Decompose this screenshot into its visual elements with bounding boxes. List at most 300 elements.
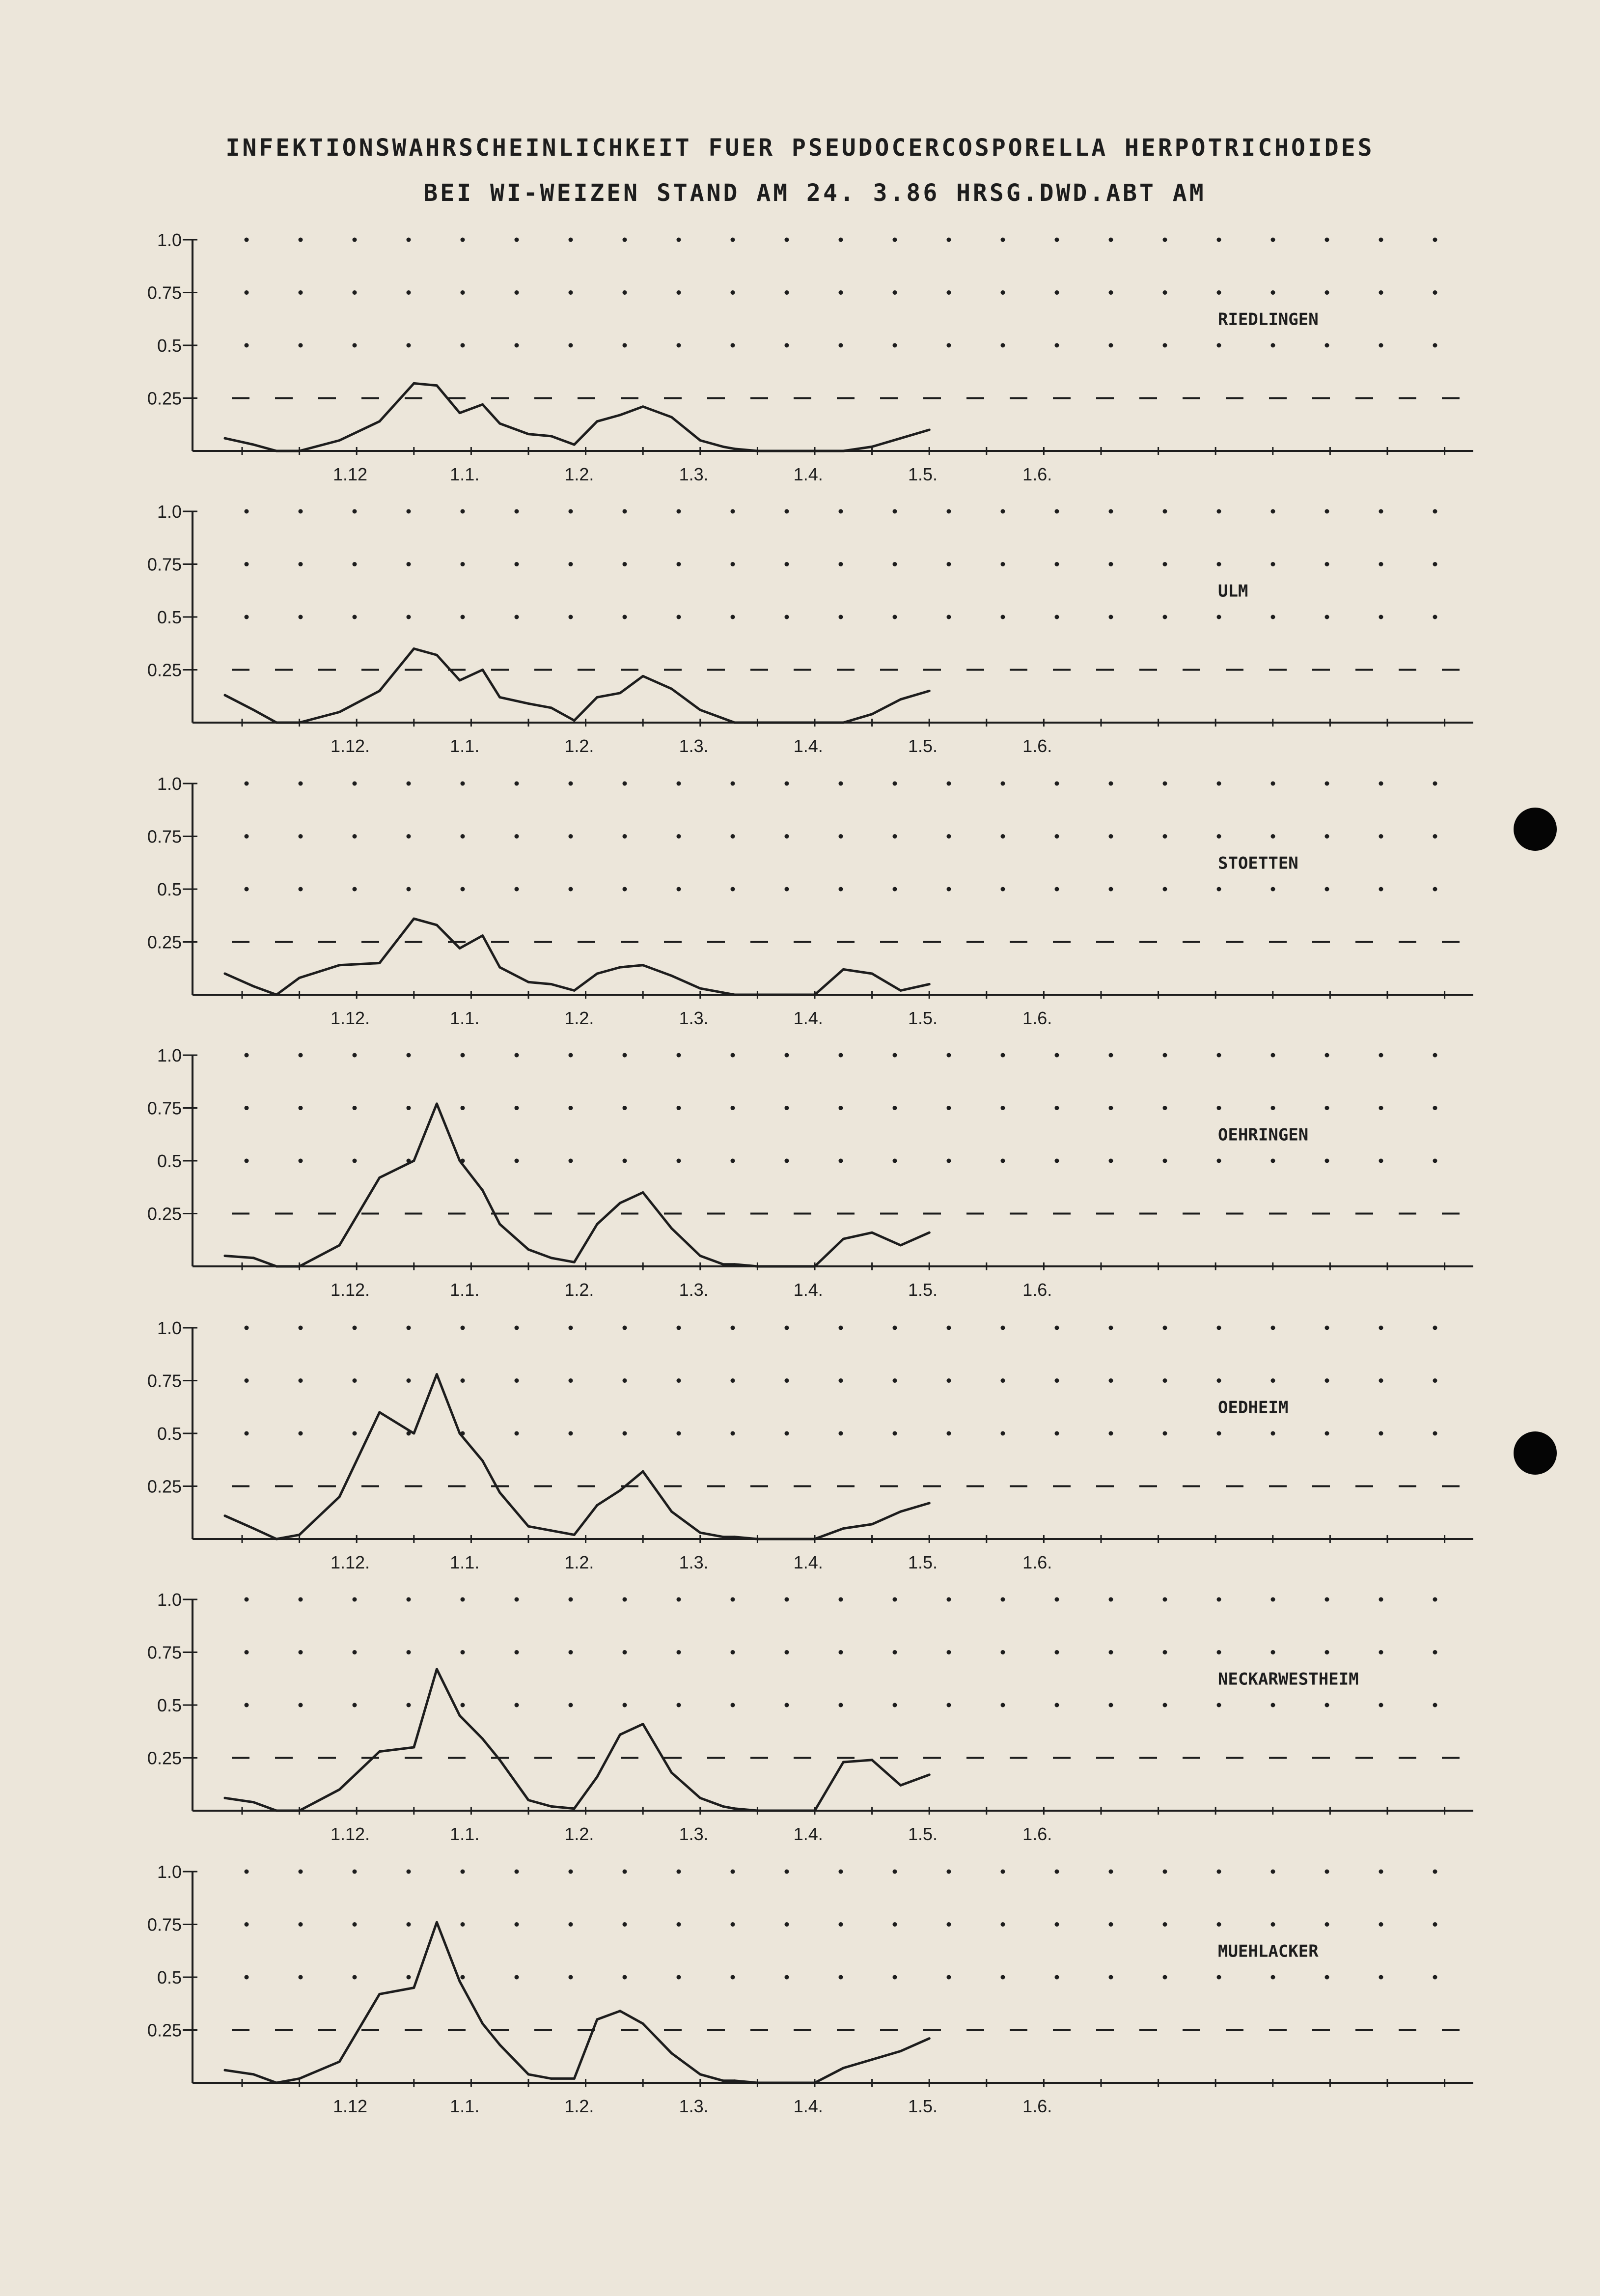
data-point xyxy=(899,1784,902,1787)
grid-dot xyxy=(677,1922,681,1927)
data-point xyxy=(338,1244,341,1247)
grid-dot xyxy=(515,615,519,619)
x-tick-label: 1.5. xyxy=(908,736,938,756)
data-point xyxy=(814,1538,816,1540)
data-point xyxy=(722,1263,724,1265)
data-point xyxy=(527,1248,530,1251)
y-tick-label: 0.25 xyxy=(147,932,182,952)
data-point xyxy=(481,2022,484,2025)
grid-dot xyxy=(1001,1922,1005,1927)
data-point xyxy=(871,973,873,975)
grid-dot xyxy=(893,238,897,242)
station-label: STOETTEN xyxy=(1218,853,1298,873)
grid-dot xyxy=(353,1431,357,1436)
grid-dot xyxy=(407,238,411,242)
grid-dot xyxy=(677,343,681,348)
grid-dot xyxy=(299,1053,303,1058)
data-point xyxy=(699,1255,701,1257)
x-tick-label: 1.2. xyxy=(564,1824,594,1844)
grid-dot xyxy=(623,1326,627,1330)
data-point xyxy=(842,2067,845,2069)
grid-dot xyxy=(1379,1597,1383,1602)
station-label: ULM xyxy=(1218,581,1248,601)
chart-panel-muehlacker xyxy=(147,1862,1473,2116)
data-point xyxy=(733,1807,736,1810)
data-point xyxy=(733,2079,736,2082)
data-point xyxy=(338,964,341,966)
data-point xyxy=(619,414,621,416)
grid-dot xyxy=(731,615,735,619)
data-point xyxy=(413,1987,415,1989)
grid-dot xyxy=(623,1053,627,1058)
grid-dot xyxy=(839,1378,843,1383)
grid-dot xyxy=(1163,1922,1167,1927)
data-point xyxy=(275,994,277,996)
grid-dot xyxy=(839,290,843,295)
grid-dot xyxy=(1109,1650,1113,1654)
data-point xyxy=(733,1536,736,1538)
data-point xyxy=(573,989,576,992)
series-line-oehringen xyxy=(225,1104,929,1266)
grid-dot xyxy=(1325,782,1329,786)
data-point xyxy=(436,1102,438,1105)
data-point xyxy=(550,1529,552,1532)
grid-dot xyxy=(353,1053,357,1058)
data-point xyxy=(573,719,576,722)
grid-dot xyxy=(893,1975,897,1980)
data-point xyxy=(550,435,552,437)
data-point xyxy=(298,1265,301,1268)
grid-dot xyxy=(353,834,357,839)
grid-dot xyxy=(245,1431,249,1436)
grid-dot xyxy=(1325,1106,1329,1110)
grid-dot xyxy=(353,562,357,566)
grid-dot xyxy=(299,1870,303,1874)
grid-dot xyxy=(785,782,789,786)
grid-dot xyxy=(515,562,519,566)
grid-dot xyxy=(515,1870,519,1874)
grid-dot xyxy=(407,1326,411,1330)
grid-dot xyxy=(785,1431,789,1436)
grid-dot xyxy=(353,887,357,892)
grid-dot xyxy=(353,1159,357,1163)
grid-dot xyxy=(677,1703,681,1708)
station-label: OEHRINGEN xyxy=(1218,1125,1309,1145)
grid-dot xyxy=(1055,1650,1059,1654)
grid-dot xyxy=(299,1922,303,1927)
data-point xyxy=(527,981,530,983)
grid-dot xyxy=(569,1053,573,1058)
grid-dot xyxy=(893,1159,897,1163)
x-tick-label: 1.12 xyxy=(332,2096,368,2116)
data-point xyxy=(252,985,255,987)
data-point xyxy=(722,2079,724,2082)
grid-dot xyxy=(839,1650,843,1654)
grid-dot xyxy=(461,1053,465,1058)
series-line-riedlingen xyxy=(225,383,929,451)
x-tick-label: 1.6. xyxy=(1022,1280,1052,1300)
grid-dot xyxy=(839,1975,843,1980)
data-point xyxy=(224,694,226,697)
grid-dot xyxy=(1433,1650,1437,1654)
data-point xyxy=(722,991,724,994)
grid-dot xyxy=(1433,1159,1437,1163)
grid-dot xyxy=(1163,1106,1167,1110)
grid-dot xyxy=(1109,1106,1113,1110)
y-tick-label: 0.25 xyxy=(147,660,182,680)
grid-dot xyxy=(1217,1378,1221,1383)
grid-dot xyxy=(245,782,249,786)
y-tick-label: 0.75 xyxy=(147,282,182,303)
data-point xyxy=(527,1525,530,1528)
y-tick-label: 0.5 xyxy=(157,879,182,899)
grid-dot xyxy=(785,1922,789,1927)
grid-dot xyxy=(1001,1431,1005,1436)
grid-dot xyxy=(1433,509,1437,514)
grid-dot xyxy=(407,1053,411,1058)
grid-dot xyxy=(731,1975,735,1980)
data-point xyxy=(733,722,736,724)
grid-dot xyxy=(515,1159,519,1163)
grid-dot xyxy=(947,1053,951,1058)
grid-dot xyxy=(299,1650,303,1654)
y-tick-label: 0.75 xyxy=(147,1098,182,1119)
grid-dot xyxy=(353,290,357,295)
data-point xyxy=(550,1257,552,1259)
grid-dot xyxy=(461,615,465,619)
grid-dot xyxy=(353,509,357,514)
data-point xyxy=(733,994,736,996)
grid-dot xyxy=(1325,562,1329,566)
data-point xyxy=(899,437,902,440)
grid-dot xyxy=(1163,1975,1167,1980)
grid-dot xyxy=(461,1975,465,1980)
x-tick-label: 1.1. xyxy=(450,736,480,756)
grid-dot xyxy=(407,509,411,514)
grid-dot xyxy=(299,1431,303,1436)
data-point xyxy=(436,1373,438,1375)
data-point xyxy=(756,2082,759,2084)
grid-dot xyxy=(1055,1378,1059,1383)
grid-dot xyxy=(407,1870,411,1874)
grid-dot xyxy=(407,782,411,786)
grid-dot xyxy=(1217,290,1221,295)
grid-dot xyxy=(299,290,303,295)
grid-dot xyxy=(1325,1326,1329,1330)
data-point xyxy=(871,2058,873,2061)
y-tick-label: 0.25 xyxy=(147,2020,182,2041)
grid-dot xyxy=(947,1106,951,1110)
grid-dot xyxy=(947,290,951,295)
grid-dot xyxy=(785,1650,789,1654)
data-point xyxy=(378,420,381,422)
grid-dot xyxy=(1325,290,1329,295)
grid-dot xyxy=(461,1378,465,1383)
grid-dot xyxy=(1433,1431,1437,1436)
grid-dot xyxy=(947,509,951,514)
y-tick-label: 0.5 xyxy=(157,1151,182,1171)
x-tick-label: 1.3. xyxy=(679,464,709,484)
data-point xyxy=(550,983,552,985)
grid-dot xyxy=(731,887,735,892)
grid-dot xyxy=(1217,1159,1221,1163)
series-line-stoetten xyxy=(225,919,929,995)
data-point xyxy=(596,696,598,699)
data-point xyxy=(378,1411,381,1414)
grid-dot xyxy=(893,509,897,514)
grid-dot xyxy=(1001,1703,1005,1708)
y-tick-label: 0.5 xyxy=(157,607,182,627)
grid-dot xyxy=(623,782,627,786)
grid-dot xyxy=(353,1326,357,1330)
grid-dot xyxy=(1379,1053,1383,1058)
data-point xyxy=(785,450,787,452)
grid-dot xyxy=(1271,1703,1275,1708)
data-point xyxy=(527,2073,530,2075)
data-point xyxy=(573,2077,576,2080)
data-point xyxy=(699,1797,701,1799)
x-tick-label: 1.5. xyxy=(908,1008,938,1028)
grid-dot xyxy=(1109,343,1113,348)
grid-dot xyxy=(1379,290,1383,295)
y-tick-label: 1.0 xyxy=(157,1318,182,1338)
chart-panel-stoetten xyxy=(147,774,1473,1028)
grid-dot xyxy=(353,1597,357,1602)
x-tick-label: 1.3. xyxy=(679,736,709,756)
grid-dot xyxy=(1109,562,1113,566)
y-tick-label: 0.75 xyxy=(147,1371,182,1391)
data-point xyxy=(642,675,644,677)
data-point xyxy=(252,709,255,711)
grid-dot xyxy=(785,887,789,892)
grid-dot xyxy=(569,1922,573,1927)
grid-dot xyxy=(1001,615,1005,619)
grid-dot xyxy=(623,290,627,295)
grid-dot xyxy=(299,834,303,839)
grid-dot xyxy=(407,615,411,619)
grid-dot xyxy=(245,238,249,242)
data-point xyxy=(733,448,736,450)
data-point xyxy=(481,669,484,671)
chart-panel-neckarwestheim xyxy=(147,1590,1473,1844)
grid-dot xyxy=(1109,615,1113,619)
grid-dot xyxy=(839,562,843,566)
grid-dot xyxy=(839,1159,843,1163)
grid-dot xyxy=(947,1922,951,1927)
grid-dot xyxy=(623,343,627,348)
data-point xyxy=(413,382,415,385)
grid-dot xyxy=(299,1703,303,1708)
grid-dot xyxy=(1163,782,1167,786)
grid-dot xyxy=(1217,238,1221,242)
series-line-muehlacker xyxy=(225,1922,929,2083)
grid-dot xyxy=(1433,615,1437,619)
grid-dot xyxy=(569,1378,573,1383)
grid-dot xyxy=(1217,343,1221,348)
y-tick-label: 0.5 xyxy=(157,1424,182,1444)
grid-dot xyxy=(839,1431,843,1436)
grid-dot xyxy=(1325,343,1329,348)
grid-dot xyxy=(1217,1650,1221,1654)
grid-dot xyxy=(1001,343,1005,348)
grid-dot xyxy=(893,1053,897,1058)
grid-dot xyxy=(731,782,735,786)
data-point xyxy=(252,1801,255,1803)
data-point xyxy=(298,1534,301,1536)
x-tick-label: 1.12. xyxy=(330,1552,370,1572)
grid-dot xyxy=(623,1975,627,1980)
grid-dot xyxy=(299,1975,303,1980)
grid-dot xyxy=(245,290,249,295)
data-point xyxy=(670,2052,673,2054)
x-tick-label: 1.3. xyxy=(679,1280,709,1300)
data-point xyxy=(527,433,530,435)
grid-dot xyxy=(1217,1922,1221,1927)
grid-dot xyxy=(893,1703,897,1708)
x-tick-label: 1.4. xyxy=(793,1824,823,1844)
grid-dot xyxy=(947,1870,951,1874)
grid-dot xyxy=(839,1922,843,1927)
y-tick-label: 0.5 xyxy=(157,336,182,356)
grid-dot xyxy=(1163,509,1167,514)
grid-dot xyxy=(1217,1326,1221,1330)
grid-dot xyxy=(1379,509,1383,514)
grid-dot xyxy=(515,887,519,892)
data-point xyxy=(413,1432,415,1435)
grid-dot xyxy=(677,290,681,295)
x-tick-label: 1.1. xyxy=(450,1552,480,1572)
grid-dot xyxy=(893,1106,897,1110)
data-point xyxy=(928,690,931,692)
grid-dot xyxy=(1379,1106,1383,1110)
grid-dot xyxy=(785,1159,789,1163)
grid-dot xyxy=(515,1650,519,1654)
grid-dot xyxy=(677,509,681,514)
grid-dot xyxy=(353,1703,357,1708)
grid-dot xyxy=(947,343,951,348)
x-tick-label: 1.2. xyxy=(564,1008,594,1028)
grid-dot xyxy=(947,1703,951,1708)
x-tick-label: 1.12. xyxy=(330,1008,370,1028)
grid-dot xyxy=(1109,782,1113,786)
grid-dot xyxy=(1325,1703,1329,1708)
grid-dot xyxy=(1055,1922,1059,1927)
data-point xyxy=(436,1921,438,1924)
grid-dot xyxy=(569,1431,573,1436)
grid-dot xyxy=(1379,887,1383,892)
grid-dot xyxy=(731,1378,735,1383)
grid-dot xyxy=(1055,290,1059,295)
grid-dot xyxy=(1163,290,1167,295)
grid-dot xyxy=(1109,1975,1113,1980)
grid-dot xyxy=(1163,1703,1167,1708)
grid-dot xyxy=(1055,782,1059,786)
grid-dot xyxy=(893,343,897,348)
grid-dot xyxy=(299,1159,303,1163)
data-point xyxy=(642,964,644,966)
y-tick-label: 1.0 xyxy=(157,230,182,250)
grid-dot xyxy=(515,1703,519,1708)
grid-dot xyxy=(731,1922,735,1927)
grid-dot xyxy=(461,290,465,295)
grid-dot xyxy=(1109,1431,1113,1436)
grid-dot xyxy=(569,509,573,514)
grid-dot xyxy=(839,887,843,892)
grid-dot xyxy=(623,1159,627,1163)
grid-dot xyxy=(515,1975,519,1980)
grid-dot xyxy=(1325,834,1329,839)
data-point xyxy=(459,1432,461,1435)
grid-dot xyxy=(1001,1975,1005,1980)
grid-dot xyxy=(839,782,843,786)
grid-dot xyxy=(623,1106,627,1110)
data-point xyxy=(619,2010,621,2012)
grid-dot xyxy=(839,1703,843,1708)
grid-dot xyxy=(839,509,843,514)
x-tick-label: 1.4. xyxy=(793,1008,823,1028)
grid-dot xyxy=(731,1703,735,1708)
data-point xyxy=(413,918,415,920)
data-point xyxy=(699,987,701,990)
grid-dot xyxy=(1325,1597,1329,1602)
grid-dot xyxy=(515,343,519,348)
grid-dot xyxy=(1217,1431,1221,1436)
grid-dot xyxy=(1379,1159,1383,1163)
data-point xyxy=(550,1805,552,1808)
data-point xyxy=(298,1810,301,1812)
grid-dot xyxy=(1379,834,1383,839)
x-tick-label: 1.6. xyxy=(1022,1552,1052,1572)
grid-dot xyxy=(893,1326,897,1330)
grid-dot xyxy=(731,1870,735,1874)
data-point xyxy=(596,2018,598,2021)
data-point xyxy=(298,977,301,979)
y-tick-label: 1.0 xyxy=(157,1045,182,1065)
data-point xyxy=(498,2044,501,2046)
grid-dot xyxy=(1055,1053,1059,1058)
x-tick-label: 1.4. xyxy=(793,1280,823,1300)
x-tick-label: 1.12. xyxy=(330,1824,370,1844)
y-tick-label: 0.75 xyxy=(147,1914,182,1935)
grid-dot xyxy=(1001,509,1005,514)
data-point xyxy=(814,1265,816,1268)
data-point xyxy=(275,722,277,724)
grid-dot xyxy=(1433,1975,1437,1980)
grid-dot xyxy=(785,343,789,348)
data-point xyxy=(413,1160,415,1162)
grid-dot xyxy=(893,1597,897,1602)
grid-dot xyxy=(1433,1870,1437,1874)
grid-dot xyxy=(1055,1159,1059,1163)
grid-dot xyxy=(1379,1975,1383,1980)
grid-dot xyxy=(245,509,249,514)
grid-dot xyxy=(947,562,951,566)
data-point xyxy=(928,983,931,985)
y-tick-label: 0.25 xyxy=(147,1476,182,1497)
grid-dot xyxy=(677,1159,681,1163)
data-point xyxy=(436,654,438,656)
grid-dot xyxy=(623,1922,627,1927)
station-label: OEDHEIM xyxy=(1218,1398,1289,1418)
grid-dot xyxy=(569,290,573,295)
grid-dot xyxy=(893,1650,897,1654)
data-point xyxy=(298,722,301,724)
grid-dot xyxy=(569,1159,573,1163)
grid-dot xyxy=(1271,1378,1275,1383)
grid-dot xyxy=(1325,887,1329,892)
data-point xyxy=(899,1244,902,1247)
grid-dot xyxy=(1109,290,1113,295)
